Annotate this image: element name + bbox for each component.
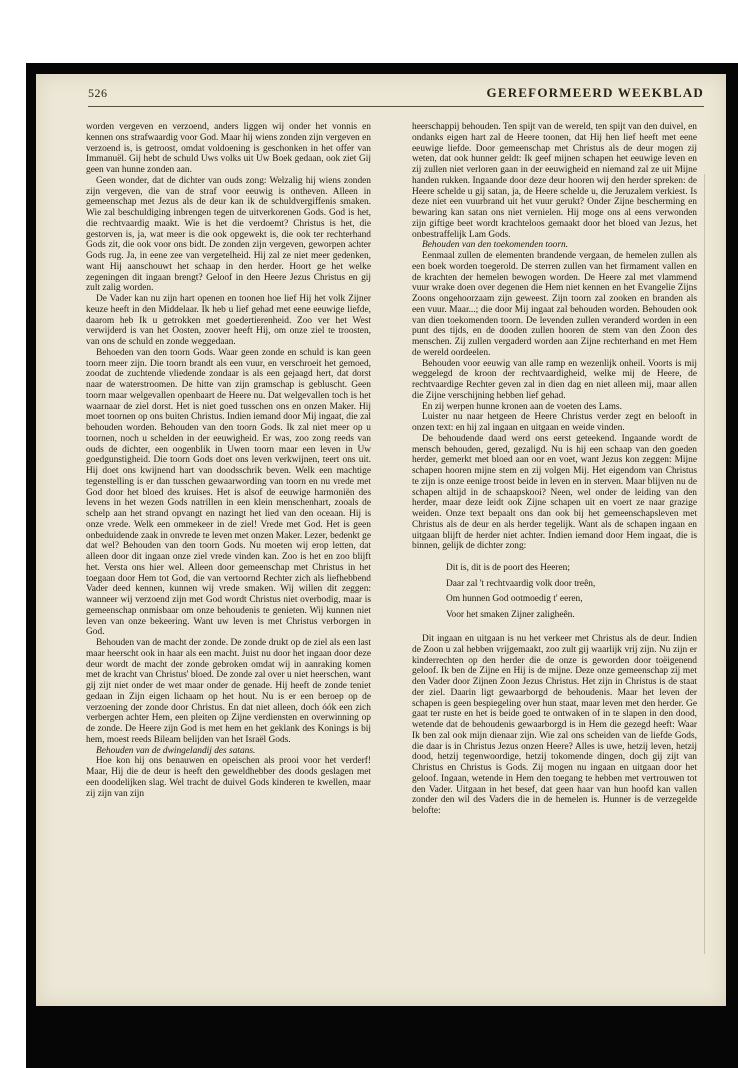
section-subheading: Behouden van den toekomenden toorn. [422, 240, 569, 251]
poem-line: Om hunnen God ootmoedig t' eeren, [446, 594, 583, 604]
page-fold-line [704, 174, 705, 954]
page-number: 526 [88, 86, 108, 100]
poem-line: Dit is, dit is de poort des Heeren; [446, 563, 570, 573]
paragraph: Behouden voor eeuwig van alle ramp en wezenlijk onheil. Voorts is mij weggelegd de kroon der rechtvaardigheid, welke mij de Heere, de rechtvaardige Rechter geven zal in dien dag en niet alleen mij, maar allen die Zijne verschijning hebben lief gehad. [412, 358, 697, 401]
section-subheading: Behouden van de dwingelandij des satans. [96, 745, 256, 756]
paragraph: De Vader kan nu zijn hart openen en toonen hoe lief Hij het volk Zijner keuze heeft in den Middelaar. Ik heb u lief gehad met eene eeuwige liefde, daarom heb Ik u getrokken met goedertierenheid. Zoo ver het West verwijderd is van het Oosten, zoover heeft Hij, om onze ziel te troosten, van ons de schuld en zonde weggedaan. [86, 294, 371, 347]
left-column [86, 122, 371, 799]
poem-line: Voor het smaken Zijner zaligheên. [446, 609, 575, 620]
paragraph: En zij werpen hunne kronen aan de voeten des Lams. [422, 401, 622, 412]
paragraph: worden vergeven en verzoend, anders liggen wij onder het vonnis en kennen ons strafwaardig voor God. Maar hij wiens zonden zijn vergeven en verzoend is, is getroost, omdat voldoening is geschonken in het offer van Immanuël. Gij hebt de schuld Uws volks uit Uw Boek gedaan, ook ziet Gij geen van hunne zonden aan. [86, 122, 371, 175]
paragraph: Hoe kon hij ons benauwen en opeischen als prooi voor het verderf! Maar, Hij die de deur is heeft den geweldhebber des doods geslagen met een doodelijken slag. Wel tracht de duivel Gods kinderen te kwellen, maar zij zijn van zijn [86, 756, 371, 799]
paragraph: Eenmaal zullen de elementen brandende vergaan, de hemelen zullen als een boek worden toegerold. De sterren zullen van het firmament vallen en de krachten der hemelen bewogen worden. De Heere zal met vlammend vuur wrake doen over degenen die Hem niet kennen en het Evangelie Zijns Zoons ongehoorzaam zijn geweest. Zijn toorn zal zooken en branden als een vuur. Maar...; die door Mij ingaat zal behouden worden. Behouden ook van dien toekomenden toorn. De levenden zullen veranderd worden in een punt des tijds, en de dooden zullen hooren de stem van den Zoon des menschen. Zij zullen vergaderd worden aan Zijne rechterhand en met Hem de wereld oordeelen. [412, 251, 697, 358]
journal-title: GEREFORMEERD WEEKBLAD [486, 85, 704, 100]
paragraph: Geen wonder, dat de dichter van ouds zong: Welzalig hij wiens zonden zijn vergeven, die van de straf voor eeuwig is ontheven. Alleen in gemeenschap met Jezus als de deur kan ik de schuldvergiffenis smaken. Wie zal beschuldiging inbrengen tegen de uitverkorenen Gods. God is het, die rechtvaardig maakt. Wie is het die verdoemt? Christus is het, die gestorven is, ja, wat meer is die ook opgewekt is, die ook ter rechterhand Gods zit, die ook voor ons bidt. De zonden zijn vergeven, geworpen achter Gods rug. Ja, in eene zee van vergetelheid. Hij zal ze niet meer gedenken, want Hij aanschouwt het schaap in den herder. Hoort ge het welke zegeningen dit ingaan brengt? Geloof in den Heere Jezus Christus en gij zult zalig worden. [86, 175, 371, 294]
newspaper-page [36, 74, 726, 1006]
paragraph: Behouden van de macht der zonde. De zonde drukt op de ziel als een last maar heerscht ook in haar als een macht. Juist nu door het ingaan door deze deur wordt de macht der zonde gebroken omdat wij in aanraking komen met de kracht van Christus' bloed. De zonde zal over u niet heerschen, want gij zijt niet onder de wet maar onder de genade. Hij heeft de zonde teniet gedaan in Zijn eigen lichaam op het hout. Nu is er een beroep op de verzoening der zonde door Christus. En dat niet alleen, doch óók een zich verbergen achter Hem, een pleiten op Zijne verdiensten en overwinning op de zonde. De Heere zijn God is met hem en het geklank des Konings is bij hem, moest reeds Bileam belijden van het Israël Gods. [86, 638, 371, 745]
paragraph: De behoudende daad werd ons eerst geteekend. Ingaande wordt de mensch behouden, gered, gezaligd. Nu is hij een schaap van den goeden herder, gemerkt met bloed aan oor en voet, want Jezus kon zeggen: Mijne schapen hooren mijne stem en zij volgen Mij. Het eigendom van Christus te zijn is onze eenige troost beide in leven en in sterven. Maar blijven nu de schapen altijd in de schaapskooi? Neen, wel onder de leiding van den herder, maar deze leidt ook Zijne schapen uit en voert ze naar grazige weiden. Onze text bepaalt ons dan ook bij het gemeenschapsleven met Christus als de deur en als herder tegelijk. Want als de schapen ingaan en uitgaan blijft de herder niet achter. Indien iemand door Hem ingaat, die is binnen, gelijk de dichter zong: [412, 433, 697, 552]
paragraph: Dit ingaan en uitgaan is nu het verkeer met Christus als de deur. Indien de Zoon u zal hebben vrijgemaakt, zoo zult gij waarlijk vrij zijn. Nu zijn er kinderrechten op den herder die de onze is geworden door toëigenend geloof. Ik ben de Zijne en Hij is de mijne. Deze onze gemeenschap zij met den Vader door Zijnen Zoon Jezus Christus. Het zijn in Christus is de staat der ziel. Daarin ligt gewaarborgd de behoudenis. Maar het leven der schapen is geen bespiegeling over hun staat, maar leven met den herder. Ge gaat ter ruste en het is beide goed te ontwaken of in te slapen in den dood, wetende dat de behoudenis gewaarborgd is in Hem die gezegd heeft: Waar Ik ben zal ook mijn dienaar zijn. Wie zal ons scheiden van de liefde Gods, die daar is in Christus Jezus onzen Heere? Alles is uwe, hetzij leven, hetzij dood, hetzij tegenwoordige, hetzij tokomende dingen, doch gij zijt van Christus en Christus is Gods. Zij mogen nu ingaan en uitgaan door het geloof. Ingaan, wetende in Hem den toegang te hebben met vertrouwen tot den Vader. Uitgaan in het besef, dat geen haar van hun hoofd kan vallen zonder den wil des Vaders die in de hemelen is. Hunner is de verzegelde belofte: [412, 634, 697, 816]
poem-quote [446, 561, 697, 623]
right-column [412, 122, 697, 817]
paragraph: heerschappij behouden. Ten spijt van de wereld, ten spijt van den duivel, en ondanks eigen hart zal de Heere toonen, dat Hij hen lief heeft met eene eeuwige liefde. Door gemeenschap met Christus als de deur mogen zij weten, dat ook hunner geldt: Ik geef mijnen schapen het eeuwige leven en zij zullen niet verloren gaan in der eeuwigheid en niemand zal ze uit Mijne handen rukken. Ingaande door deze deur hooren wij den herder spreken: de Heere schelde u gij satan, ja, de Heere schelde u, die Jeruzalem verkiest. Is deze niet een vuurbrand uit het vuur gerukt? Onder Zijne bescherming en bewaring kan satan ons niet vernielen. Hij moge ons al eens verwonden zijn giftige beet wordt krachteloos gemaakt door het bloed van Jezus, het onbestraffelijk Lam Gods. [412, 122, 697, 240]
page-header [88, 86, 704, 106]
poem-line: Daar zal 't rechtvaardig volk door treên, [446, 578, 596, 589]
paragraph: Behoeden van den toorn Gods. Waar geen zonde en schuld is kan geen toorn meer zijn. Die toorn brandt als een vuur, en verschroeit het gemoed, zoodat de zuchtende vliedende zondaar is als een gejaagd hert, dat dorst naar de waterstroomen. De hitte van zijn gramschap is gebluscht. Geen toorn maar welgevallen openbaart de Heere nu. Dat welgevallen toch is het waarnaar de ziel dorst. Het is niet goed tusschen ons en onzen Maker. Hij moet toornen op ons buiten Christus. Indien iemand door Mij ingaat, die zal behouden worden. Behouden van den toorn Gods. Ik zal niet meer op u toornen, noch u schelden in der eeuwigheid. Er was, zoo zong reeds van ouds de dichter, een oogenblik in Uwen toorn maar een leven in Uw goedgunstigheid. Die toorn Gods doet ons leven verkwijnen, teert ons uit. Hij doet ons kwijnend hart van doodsschrik beven. Welk een machtige tegenstelling is er dan tusschen gewaarwording van toorn en nu vrede met God door het bloed des kruises. Het is alsof de eeuwige harmoniën des levens in het wezen Gods natrillen in een klein menschenhart, zooals de schelp aan het strand opvangt en nazingt het lied van den oceaan. Hij is onze vrede. Welk een ommekeer in de ziel! Vrede met God. Het is geen onbeduidende zaak in onvrede te leven met onzen Maker. Lezer, bedenkt ge dat wel? Behouden van den toorn Gods. Nu moeten wij erop letten, dat alleen door dit ingaan onze ziel vrede vinden kan. Zoo is het en zoo blijft het. Versta ons hier wel. Alleen door gemeenschap met Christus in het toegaan door Hem tot God, die van vertoornd Rechter zich als liefhebbend Vader deed kennen, kunnen wij vrede smaken. Wij willen dit zeggen: wanneer wij verzoend zijn met God wordt Christus niet overbodig, maar is gemeenschap onmisbaar om onze behoudenis te genieten. Wij kunnen niet leven van onze bekeering. Want uw leven is met Christus verborgen in God. [86, 347, 371, 638]
header-rule [88, 106, 704, 107]
paragraph: Luister nu naar hetgeen de Heere Christus verder zegt en belooft in onzen text: en hij zal ingaan en uitgaan en weide vinden. [412, 412, 697, 433]
